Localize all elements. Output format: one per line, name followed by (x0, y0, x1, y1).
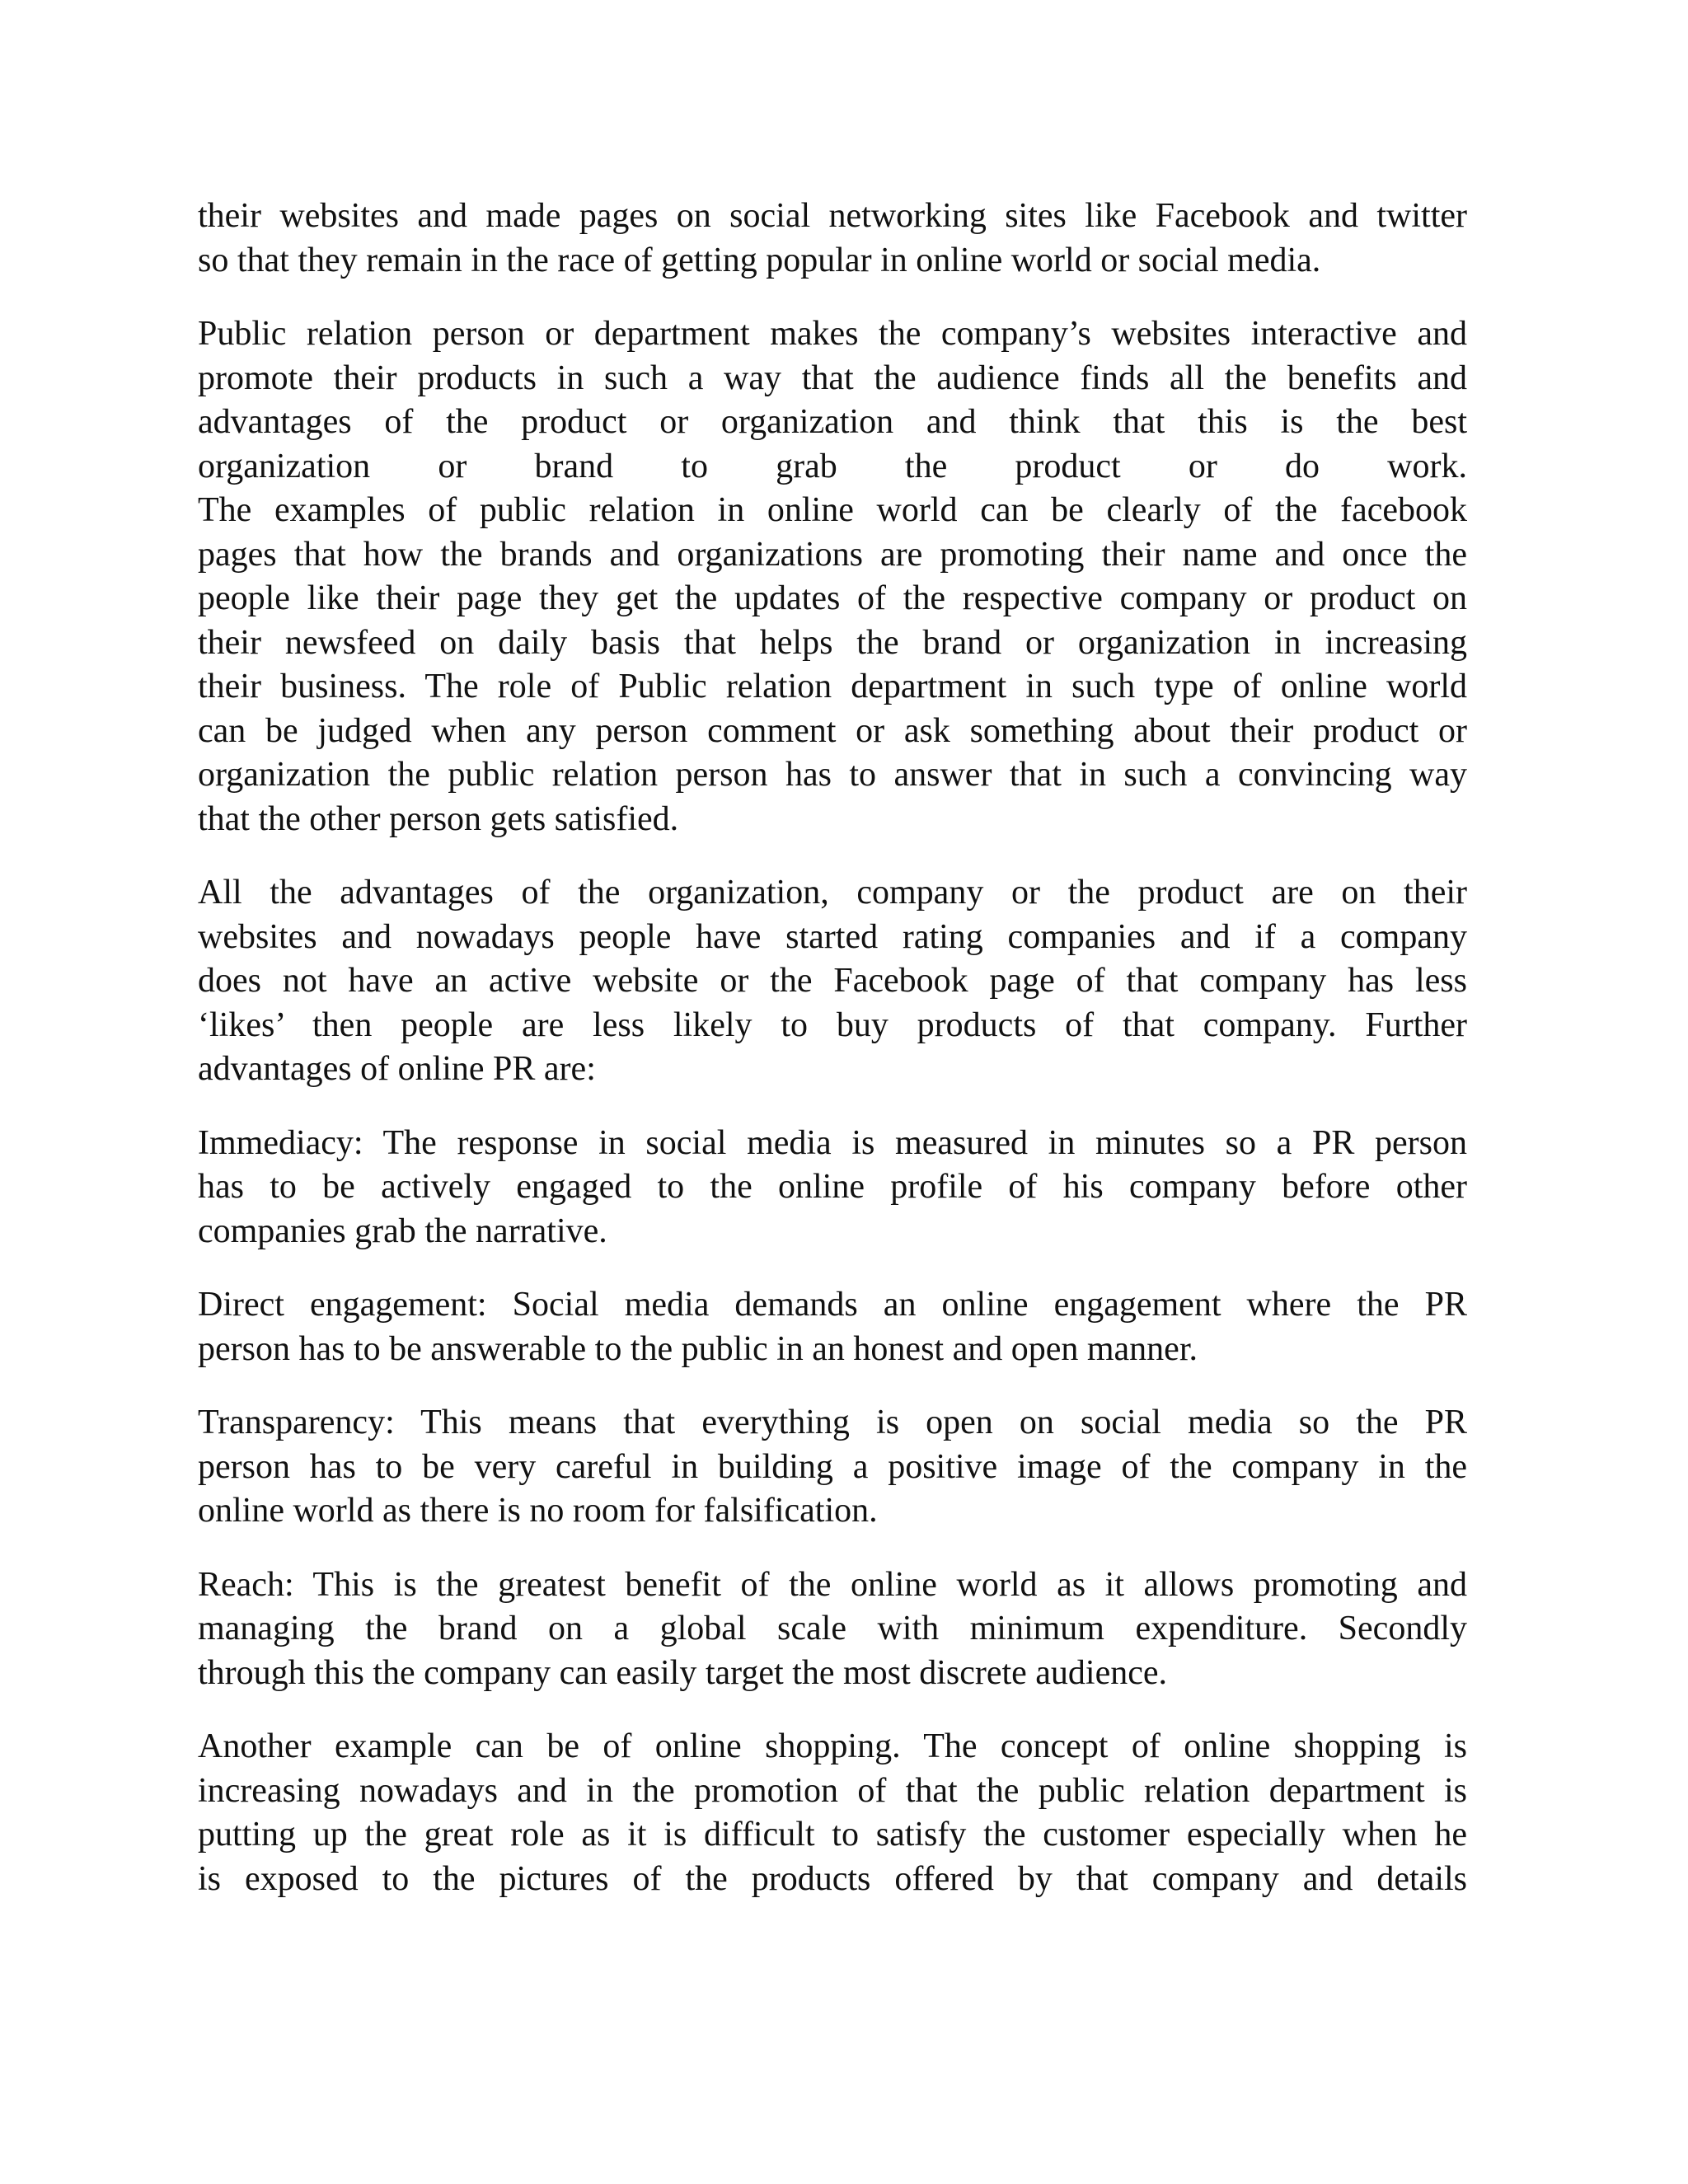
text-line: managing the brand on a global scale with minimum expenditure. Secondly (198, 1610, 1467, 1647)
paragraph-websites-intro (198, 194, 1467, 283)
text-line: can be judged when any person comment or ask something about their product or (198, 711, 1467, 750)
text-line: their websites and made pages on social networking sites like Facebook and twitter (198, 197, 1467, 235)
text-line: Public relation person or department makes the company’s websites interactive and (198, 315, 1467, 353)
text-line: organization the public relation person has to answer that in such a convincing way (198, 756, 1467, 794)
text-line: organization or brand to grab the product or do work. (198, 447, 1467, 485)
text-line: that the other person gets satisfied. (198, 799, 679, 838)
text-line: Reach: This is the greatest benefit of the online world as it allows promoting and (198, 1565, 1467, 1604)
text-line: advantages of the product or organization and think that this is the best (198, 403, 1467, 441)
paragraph-advantages (198, 871, 1467, 1092)
text-line: person has to be answerable to the public in an honest and open manner. (198, 1329, 1198, 1368)
text-line: All the advantages of the organization, company or the product are on their (198, 874, 1467, 912)
text-line: does not have an active website or the Facebook page of that company has less (198, 962, 1467, 1000)
text-line: The examples of public relation in online world can be clearly of the facebook (198, 491, 1467, 529)
text-line: through this the company can easily target the most discrete audience. (198, 1653, 1168, 1692)
text-line: websites and nowadays people have started rating companies and if a company (198, 917, 1467, 956)
body-text (198, 194, 1467, 1931)
paragraph-transparency (198, 1401, 1467, 1534)
text-line: is exposed to the pictures of the products offered by that company and details (198, 1859, 1467, 1898)
text-line: advantages of online PR are: (198, 1050, 596, 1088)
text-line: promote their products in such a way that the audience finds all the benefits and (198, 359, 1467, 397)
text-line: Immediacy: The response in social media is measured in minutes so a PR person (198, 1123, 1467, 1162)
text-line: their business. The role of Public relation department in such type of online world (198, 668, 1467, 705)
text-line: online world as there is no room for falsification. (198, 1492, 878, 1530)
text-line: has to be actively engaged to the online profile of his company before other (198, 1168, 1467, 1206)
paragraph-reach (198, 1563, 1467, 1696)
text-line: Direct engagement: Social media demands an online engagement where the PR (198, 1286, 1467, 1324)
paragraph-online-shopping (198, 1725, 1467, 1901)
text-line: Transparency: This means that everything is open on social media so the PR (198, 1404, 1467, 1441)
text-line: their newsfeed on daily basis that helps the brand or organization in increasing (198, 623, 1467, 662)
paragraph-direct-engagement (198, 1283, 1467, 1371)
paragraph-immediacy (198, 1122, 1467, 1254)
text-line: Another example can be of online shopping. The concept of online shopping is (198, 1727, 1467, 1765)
text-line: ‘likes’ then people are less likely to buy products of that company. Further (198, 1005, 1467, 1044)
text-line: people like their page they get the updates of the respective company or product on (198, 579, 1467, 617)
text-line: pages that how the brands and organizations are promoting their name and once the (198, 535, 1467, 574)
text-line: so that they remain in the race of getting popular in online world or social media. (198, 241, 1321, 279)
text-line: person has to be very careful in building a positive image of the company in the (198, 1447, 1467, 1486)
text-line: increasing nowadays and in the promotion of that the public relation department is (198, 1771, 1467, 1810)
text-line: putting up the great role as it is difficult to satisfy the customer especially when he (198, 1816, 1467, 1854)
text-line: companies grab the narrative. (198, 1212, 607, 1250)
paragraph-public-relation-role (198, 312, 1467, 841)
